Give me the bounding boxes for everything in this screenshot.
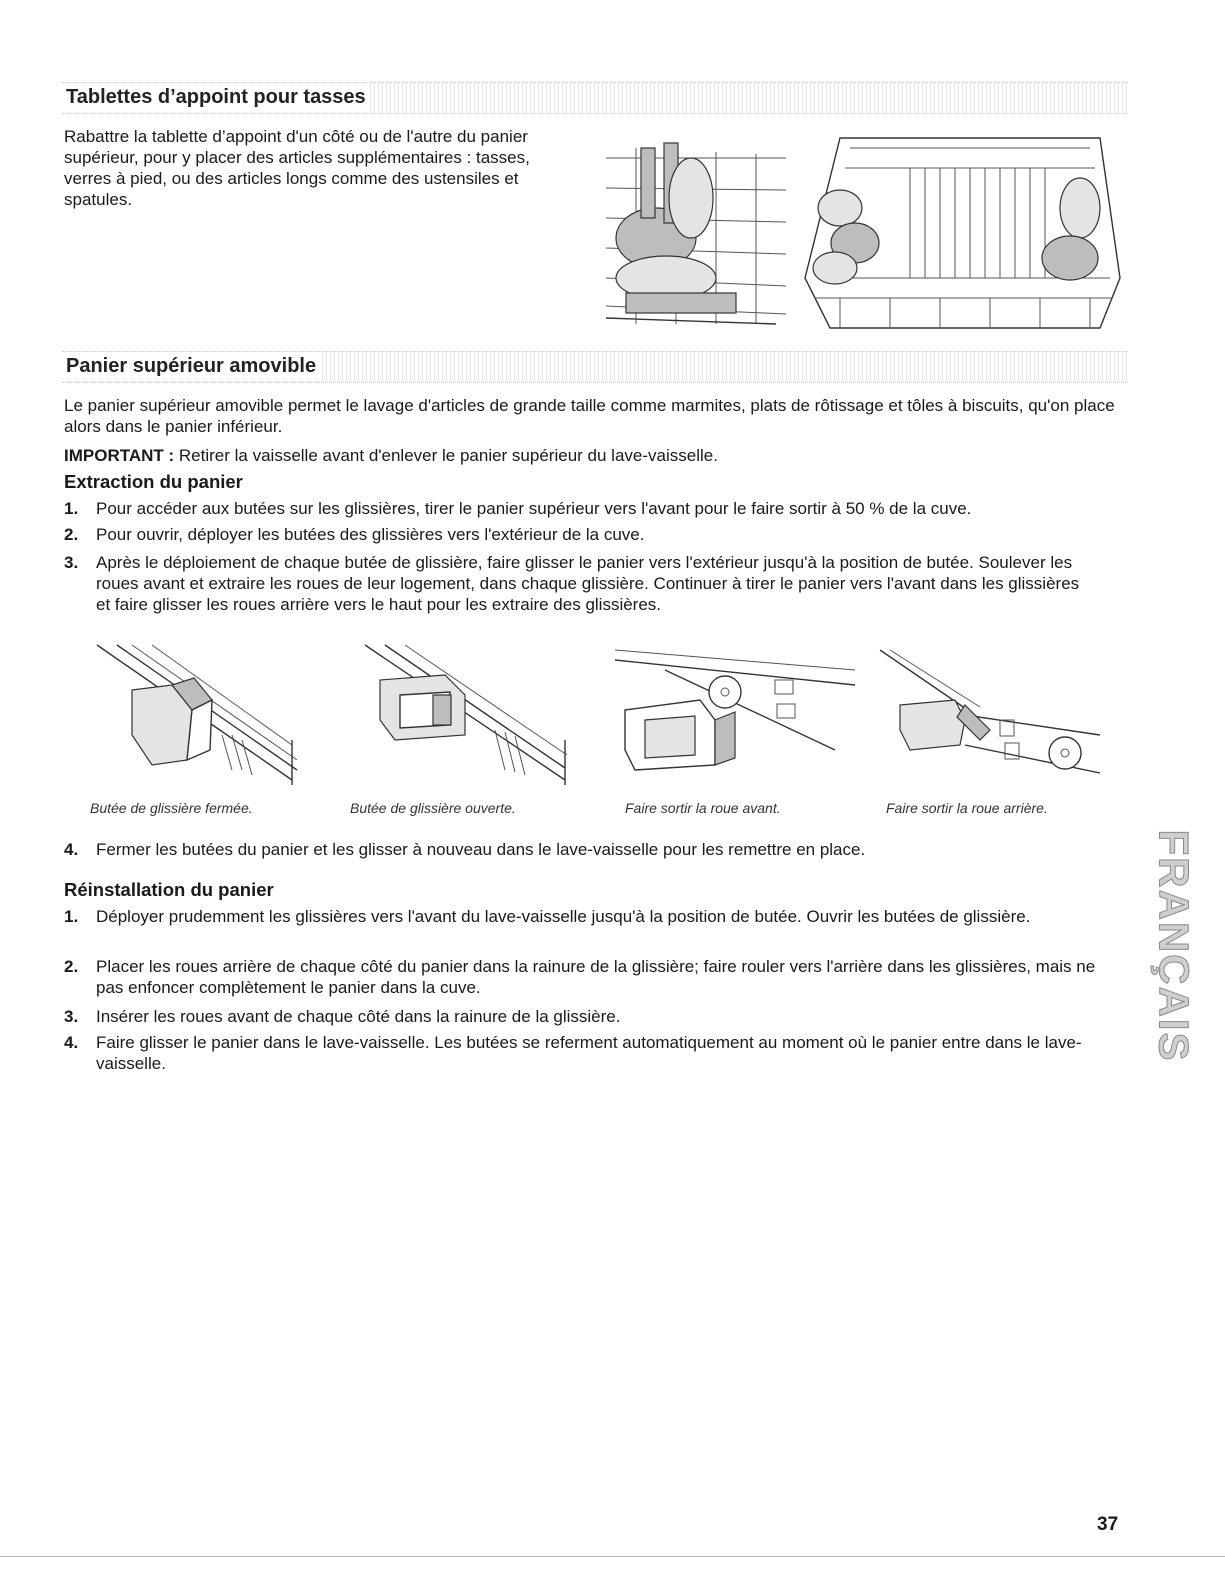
cup-shelf-side-illustration bbox=[596, 128, 792, 330]
bottom-divider bbox=[0, 1556, 1225, 1557]
step-text: Pour ouvrir, déployer les butées des glissières vers l'extérieur de la cuve. bbox=[96, 525, 645, 544]
front-wheel-illustration bbox=[605, 640, 865, 780]
step-number: 4. bbox=[64, 1033, 79, 1052]
stop-open-illustration bbox=[355, 640, 570, 790]
important-label: IMPORTANT : bbox=[64, 446, 175, 465]
list-item bbox=[64, 839, 1124, 860]
step-number: 4. bbox=[64, 840, 79, 859]
step-text: Faire glisser le panier dans le lave-vaisselle. Les butées se referment automatiquement au moment où le panier entre dans le lave-vaisselle. bbox=[96, 1033, 1082, 1073]
rear-wheel-illustration bbox=[865, 645, 1110, 785]
section-title: Panier supérieur amovible bbox=[62, 352, 320, 381]
list-item bbox=[64, 1006, 1124, 1027]
section-header-removable-rack bbox=[62, 351, 1128, 383]
reinstall-heading: Réinstallation du panier bbox=[64, 879, 274, 900]
step-text: Pour accéder aux butées sur les glissières, tirer le panier supérieur vers l'avant pour le faire sortir à 50 % de la cuve. bbox=[96, 499, 972, 518]
cup-shelf-description: Rabattre la tablette d’appoint d'un côté ou de l'autre du panier supérieur, pour y placer des articles supplémentaires : tasses, verres à pied, ou des articles longs comme des ustensiles et spatules. bbox=[64, 127, 530, 209]
language-label: FRANÇAIS bbox=[1150, 829, 1197, 1063]
page-number: 37 bbox=[1097, 1514, 1119, 1535]
step-text: Après le déploiement de chaque butée de glissière, faire glisser le panier vers l'extérieur jusqu'à la position de butée. Soulever les roues avant et extraire les roues de leur logement, dans chaque glissière. Continuer à tirer le panier vers l'avant dans les glissières et faire glisser les roues arrière vers le haut pour les extraire des glissières. bbox=[96, 553, 1080, 614]
list-item bbox=[64, 498, 1124, 519]
step-number: 3. bbox=[64, 553, 79, 572]
removable-rack-intro: Le panier supérieur amovible permet le lavage d'articles de grande taille comme marmites, plats de rôtissage et tôles à biscuits, qu'on place alors dans le panier inférieur. bbox=[64, 396, 1115, 436]
caption-rear-wheel: Faire sortir la roue arrière. bbox=[886, 800, 1048, 816]
upper-rack-illustration bbox=[800, 128, 1126, 330]
list-item bbox=[64, 956, 1124, 1000]
step-number: 1. bbox=[64, 907, 79, 926]
list-item bbox=[64, 1032, 1124, 1076]
list-item bbox=[64, 552, 1124, 617]
step-number: 1. bbox=[64, 499, 79, 518]
language-side-tab bbox=[1140, 815, 1206, 1077]
stop-closed-illustration bbox=[92, 640, 302, 790]
step-number: 3. bbox=[64, 1007, 79, 1026]
important-text: Retirer la vaisselle avant d'enlever le panier supérieur du lave-vaisselle. bbox=[178, 446, 718, 465]
step-text: Fermer les butées du panier et les glisser à nouveau dans le lave-vaisselle pour les remettre en place. bbox=[96, 840, 866, 859]
list-item bbox=[64, 524, 1124, 545]
step-text: Placer les roues arrière de chaque côté du panier dans la rainure de la glissière; faire rouler vers l'arrière dans les glissières, mais ne pas enfoncer complètement le panier dans la cuve. bbox=[96, 957, 1096, 997]
important-note bbox=[64, 445, 1124, 466]
step-text: Déployer prudemment les glissières vers l'avant du lave-vaisselle jusqu'à la position de butée. Ouvrir les butées de glissière. bbox=[96, 907, 1031, 926]
section-header-cup-shelves bbox=[62, 82, 1128, 114]
step-number: 2. bbox=[64, 957, 79, 976]
caption-stop-closed: Butée de glissière fermée. bbox=[90, 800, 253, 816]
list-item bbox=[64, 906, 1124, 950]
step-text: Insérer les roues avant de chaque côté dans la rainure de la glissière. bbox=[96, 1007, 621, 1026]
step-number: 2. bbox=[64, 525, 79, 544]
extraction-heading: Extraction du panier bbox=[64, 471, 243, 492]
caption-stop-open: Butée de glissière ouverte. bbox=[350, 800, 516, 816]
caption-front-wheel: Faire sortir la roue avant. bbox=[625, 800, 781, 816]
section-title: Tablettes d’appoint pour tasses bbox=[62, 83, 370, 112]
